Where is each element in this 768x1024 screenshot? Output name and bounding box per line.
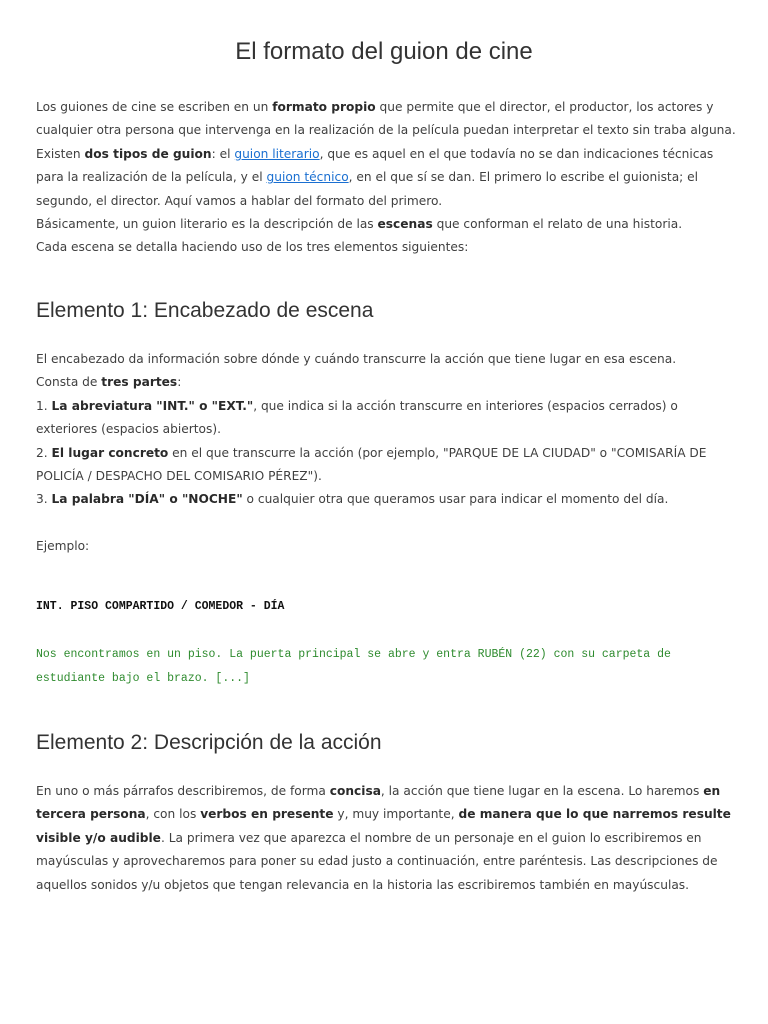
bold-text: La abreviatura "INT." o "EXT."	[51, 398, 254, 413]
intro-p3	[36, 217, 682, 231]
text: en el que transcurre la acción (por ejemplo, "PARQUE DE LA CIUDAD" o "COMISARÍA DE POLICÍA / DESPACHO DEL COMISARIO PÉREZ").	[36, 445, 707, 484]
text: :	[177, 375, 182, 390]
section-1-body	[36, 348, 736, 512]
text: . La primera vez que aparezca el nombre de un personaje en el guion lo escribiremos en mayúsculas y aprovecharemos para poner su edad justo a continuación, entre paréntesis. Las descripciones de aquellos sonidos y/u objetos que tengan relevancia en la historia las escribiremos también en mayúsculas.	[36, 830, 718, 892]
intro-p1	[36, 100, 736, 137]
guion-tecnico-link[interactable]: guion técnico	[266, 170, 349, 185]
example-label: Ejemplo:	[36, 539, 90, 553]
bold-text: en tercera persona	[36, 784, 721, 822]
section-1-line-2	[36, 375, 181, 389]
list-number: 1.	[36, 398, 52, 413]
bold-text: dos tipos de guion	[84, 146, 212, 161]
intro-block	[36, 96, 736, 260]
text: Básicamente, un guion literario es la descripción de las	[36, 217, 378, 232]
scene-action-example: Nos encontramos en un piso. La puerta principal se abre y entra RUBÉN (22) con su carpeta de estudiante bajo el brazo. [...]	[36, 648, 671, 685]
text: y, muy importante,	[333, 807, 459, 822]
bold-text: tres partes	[101, 375, 178, 390]
list-number: 2.	[36, 445, 52, 460]
bold-text: El lugar concreto	[51, 445, 169, 460]
text: , que es aquel en el que todavía no se dan indicaciones técnicas para la realización de la película, y el	[36, 146, 714, 185]
list-number: 3.	[36, 492, 52, 507]
bold-text: La palabra "DÍA" o "NOCHE"	[51, 492, 243, 507]
bold-text: escenas	[377, 217, 433, 232]
text: : el	[211, 146, 235, 161]
text: que permite que el director, el productor, los actores y cualquier otra persona que intervenga en la realización de la película puedan interpretar el texto sin traba alguna.	[36, 100, 736, 138]
scene-heading-example: INT. PISO COMPARTIDO / COMEDOR - DÍA	[36, 600, 285, 613]
text: En uno o más párrafos describiremos, de forma	[36, 784, 330, 798]
list-item	[36, 399, 678, 436]
text: o cualquier otra que queramos usar para indicar el momento del día.	[242, 492, 669, 507]
text: , con los	[145, 807, 201, 822]
bold-text: concisa	[329, 784, 381, 798]
guion-literario-link[interactable]: guion literario	[234, 146, 320, 161]
section-2-body	[36, 780, 736, 897]
section-2-heading: Elemento 2: Descripción de la acción	[36, 731, 382, 754]
bold-text: formato propio	[272, 100, 376, 114]
section-1-heading: Elemento 1: Encabezado de escena	[36, 299, 374, 322]
section-1-line-1: El encabezado da información sobre dónde y cuándo transcurre la acción que tiene lugar en esa escena.	[36, 352, 677, 366]
text: Consta de	[36, 375, 102, 390]
intro-p4: Cada escena se detalla haciendo uso de los tres elementos siguientes:	[36, 240, 469, 255]
text: Los guiones de cine se escriben en un	[36, 100, 273, 114]
intro-p2	[36, 147, 713, 208]
page-title: El formato del guion de cine	[235, 38, 533, 65]
list-item	[36, 446, 707, 483]
list-item	[36, 492, 668, 506]
bold-text: de manera que lo que narremos resulte visible y/o audible	[36, 807, 731, 845]
text: que conforman el relato de una historia.	[432, 217, 683, 232]
text: , en el que sí se dan. El primero lo escribe el guionista; el segundo, el director. Aquí vamos a hablar del formato del primero.	[36, 170, 699, 208]
bold-text: verbos en presente	[200, 807, 334, 822]
text: Existen	[36, 146, 85, 161]
text: , que indica si la acción transcurre en interiores (espacios cerrados) o exteriores (espacios abiertos).	[36, 398, 678, 437]
text: , la acción que tiene lugar en la escena. Lo haremos	[380, 784, 704, 798]
